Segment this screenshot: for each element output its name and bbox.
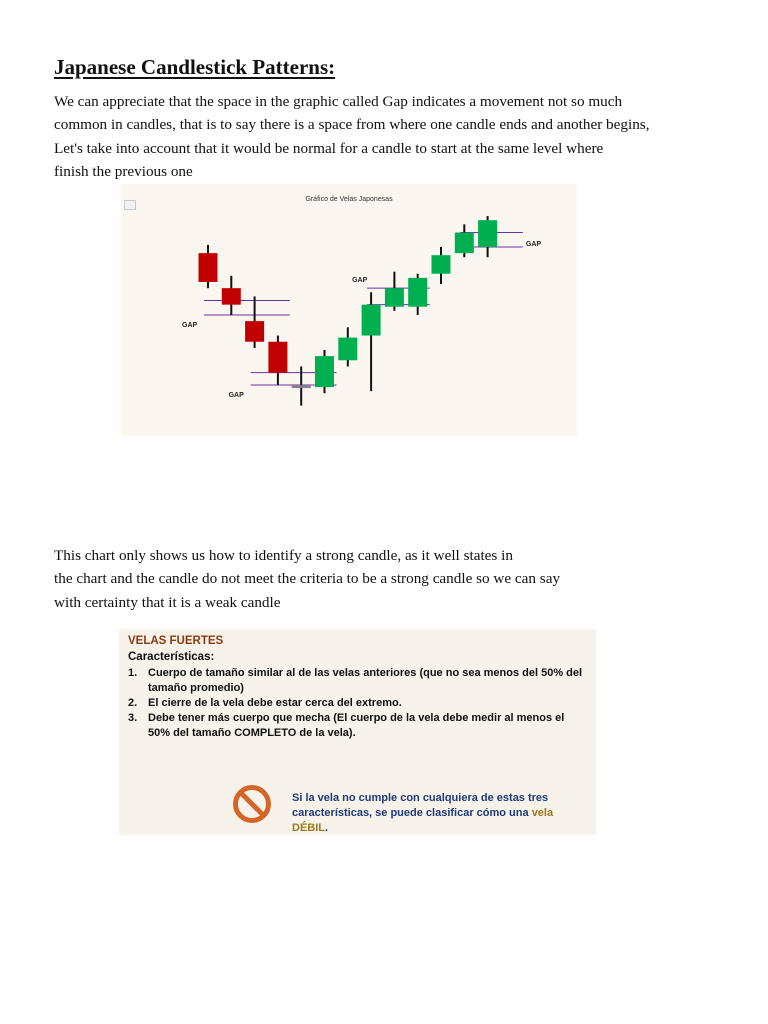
candle-body bbox=[432, 255, 451, 274]
candlestick-chart bbox=[121, 184, 577, 436]
candle-body bbox=[199, 253, 218, 282]
candle bbox=[315, 350, 334, 393]
intro-line: common in candles, that is to say there is a space from where one candle ends and another begins, bbox=[54, 116, 650, 134]
criteria-item: 1. Cuerpo de tamaño similar al de las velas anteriores (que no sea menos del 50% del tamaño promedio) bbox=[128, 667, 583, 694]
candle-body bbox=[408, 278, 427, 307]
no-entry-icon bbox=[232, 784, 272, 824]
gap-label: GAP bbox=[182, 321, 198, 329]
candle-body bbox=[478, 220, 497, 247]
chart-title: Gráfico de Velas Japonesas bbox=[305, 196, 393, 203]
criteria-item: 2. El cierre de la vela debe estar cerca del extremo. bbox=[128, 697, 402, 709]
page-title: Japanese Candlestick Patterns: bbox=[54, 55, 336, 79]
strong-candles-title: VELAS FUERTES bbox=[128, 635, 224, 647]
candle bbox=[478, 216, 497, 257]
intro-line: We can appreciate that the space in the graphic called Gap indicates a movement not so much bbox=[54, 93, 623, 110]
candle-body bbox=[268, 342, 287, 373]
outro-paragraph bbox=[54, 544, 734, 614]
criteria-item: 3. Debe tener más cuerpo que mecha (El cuerpo de la vela debe medir al menos el 50% del tamaño COMPLETO de la vela). bbox=[128, 712, 565, 739]
gap-label: GAP bbox=[352, 277, 368, 285]
candle-body bbox=[455, 233, 474, 254]
outro-line: with certainty that it is a weak candle bbox=[54, 593, 281, 611]
candle bbox=[338, 327, 357, 366]
candle bbox=[245, 296, 264, 348]
image-placeholder-icon bbox=[124, 200, 136, 210]
candle bbox=[408, 274, 427, 315]
candle bbox=[222, 276, 241, 315]
characteristics-label: Características: bbox=[128, 651, 215, 663]
candle-body bbox=[338, 338, 357, 361]
weak-candle-highlight: vela DÉBIL bbox=[292, 807, 554, 834]
candle-body bbox=[385, 288, 404, 307]
intro-paragraph bbox=[54, 90, 734, 183]
strong-candles-box bbox=[119, 629, 596, 835]
candle bbox=[455, 224, 474, 257]
candlestick-chart-svg bbox=[121, 184, 577, 436]
candle bbox=[362, 292, 381, 391]
candle bbox=[199, 245, 218, 288]
intro-line: Let's take into account that it would be normal for a candle to start at the same level where bbox=[54, 139, 604, 157]
intro-line: finish the previous one bbox=[54, 162, 193, 180]
candle-body bbox=[362, 305, 381, 336]
outro-line: This chart only shows us how to identify a strong candle, as it well states in bbox=[54, 547, 513, 564]
candle bbox=[268, 336, 287, 385]
candle bbox=[385, 272, 404, 311]
outro-line: the chart and the candle do not meet the criteria to be a strong candle so we can say bbox=[54, 570, 561, 588]
weak-candle-note: Si la vela no cumple con cualquiera de estas tres características, se puede clasificar cómo una vela DÉBIL. bbox=[292, 792, 554, 834]
criteria-list bbox=[128, 666, 588, 741]
gap-label: GAP bbox=[228, 391, 244, 399]
gap-label: GAP bbox=[525, 240, 542, 248]
candle-body bbox=[292, 385, 311, 388]
candle-body bbox=[315, 356, 334, 387]
candle-body bbox=[222, 288, 241, 304]
candle-body bbox=[245, 321, 264, 342]
candle bbox=[432, 247, 451, 284]
